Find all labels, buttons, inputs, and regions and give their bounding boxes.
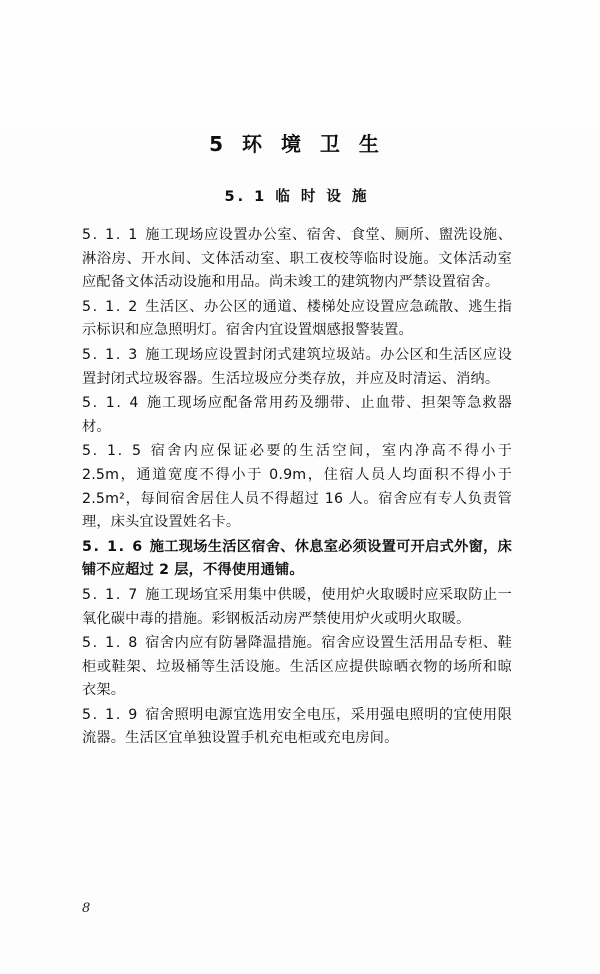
body-text: [82, 224, 512, 751]
section-title: 5. 1 临 时 设 施: [224, 189, 370, 205]
clause-text: 施工现场生活区宿舍、休息室必须设置可开启式外窗，床铺不应超过 2 层，不得使用通铺。: [82, 538, 512, 579]
clause-paragraph: [82, 224, 512, 295]
clause-number: 5. 1. 6: [82, 538, 144, 555]
clause-text: 施工现场宜采用集中供暖，使用炉火取暖时应采取防止一氧化碳中毒的措施。彩钢板活动房严禁使用炉火或明火取暖。: [82, 586, 512, 627]
clause-text: 宿舍内应有防暑降温措施。宿舍应设置生活用品专柜、鞋柜或鞋架、垃圾桶等生活设施。生活区应提供晾晒衣物的场所和晾衣架。: [82, 635, 512, 699]
clause-number: 5. 1. 1: [82, 227, 139, 243]
clause-text: 宿舍内应保证必要的生活空间，室内净高不得小于 2.5m，通道宽度不得小于 0.9m，住宿人员人均面积不得小于 2.5m²，每间宿舍居住人员不得超过 16 人。宿舍应有专人负责管理，床头宜设置姓名卡。: [82, 443, 512, 531]
clause-text: 施工现场应设置封闭式建筑垃圾站。办公区和生活区应设置封闭式垃圾容器。生活垃圾应分类存放，并应及时清运、消纳。: [82, 346, 512, 387]
clause-paragraph: [82, 344, 512, 391]
clause-text: 施工现场应配备常用药及绷带、止血带、担架等急救器材。: [82, 395, 512, 435]
document-page: [0, 128, 600, 974]
clause-number: 5. 1. 9: [82, 706, 139, 723]
clause-paragraph: [82, 704, 512, 751]
clause-text: 宿舍照明电源宜选用安全电压，采用强电照明的宜使用限流器。生活区宜单独设置手机充电柜或充电房间。: [82, 706, 512, 747]
clause-number: 5. 1. 2: [82, 298, 139, 315]
clause-paragraph: [82, 440, 512, 534]
clause-paragraph: [82, 536, 512, 583]
clause-paragraph: [82, 392, 512, 439]
clause-number: 5. 1. 3: [82, 346, 139, 363]
clause-paragraph: [82, 632, 512, 703]
clause-text: 施工现场应设置办公室、宿舍、食堂、厕所、盥洗设施、淋浴房、开水间、文体活动室、职工夜校等临时设施。文体活动室应配备文体活动设施和用品。尚未竣工的建筑物内严禁设置宿舍。: [82, 227, 512, 291]
clause-number: 5. 1. 7: [82, 586, 139, 603]
clause-paragraph: [82, 584, 512, 631]
clause-number: 5. 1. 5: [82, 443, 143, 460]
clause-text: 生活区、办公区的通道、楼梯处应设置应急疏散、逃生指示标识和应急照明灯。宿舍内宜设置烟感报警装置。: [82, 298, 512, 339]
clause-paragraph: [82, 296, 512, 343]
chapter-title: 5 环 境 卫 生: [209, 132, 385, 156]
clause-number: 5. 1. 4: [82, 395, 141, 412]
clause-number: 5. 1. 8: [82, 635, 139, 652]
page-number: 8: [82, 901, 91, 916]
